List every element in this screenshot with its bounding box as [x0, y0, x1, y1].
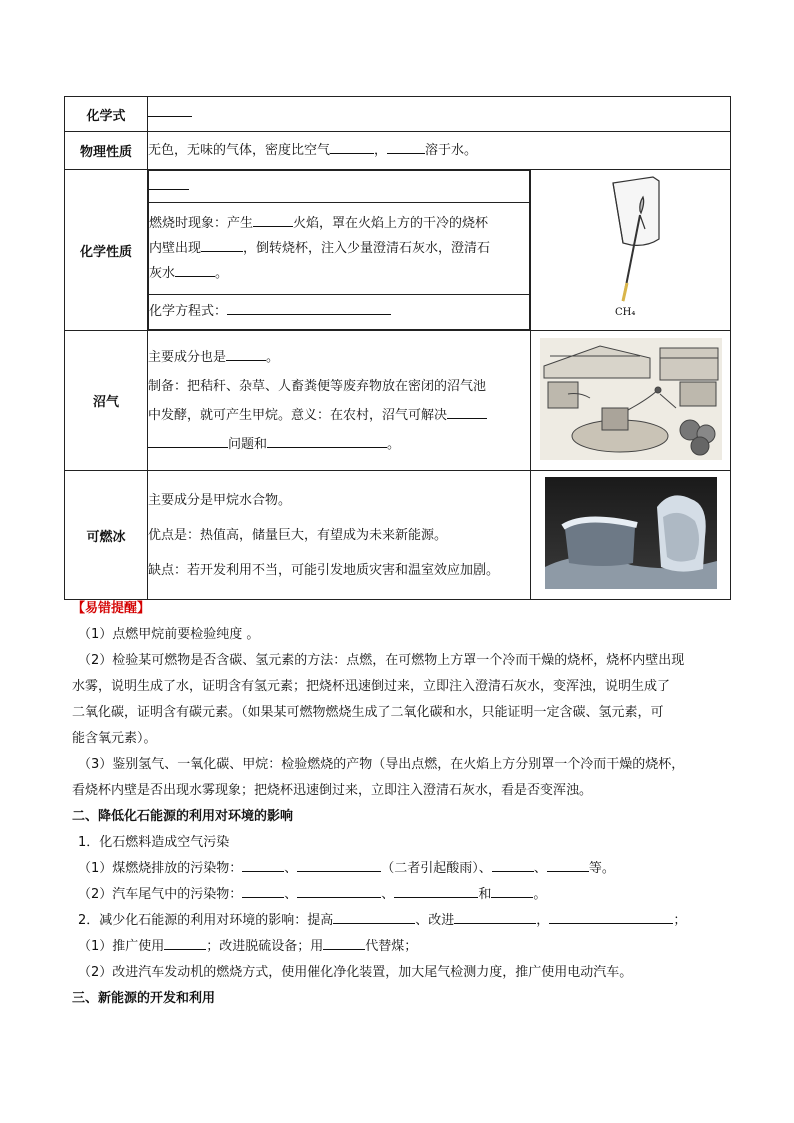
density-blank[interactable] [330, 139, 374, 154]
coal-pollutant-blank-3[interactable] [492, 857, 534, 872]
car-exhaust-line: （2）汽车尾气中的污染物： 、 、 和 。 [72, 882, 732, 908]
physical-cell: 无色，无味的气体，密度比空气 ， 溶于水。 [148, 132, 731, 170]
methane-burning-illustration [541, 173, 721, 323]
formula-cell [148, 97, 731, 132]
section-2-heading: 二、降低化石能源的利用对环境的影响 [72, 809, 294, 824]
physical-label: 物理性质 [65, 132, 148, 170]
biogas-cell: 主要成分也是 。 制备：把秸秆、杂草、人畜粪便等废弃物放在密闭的沼气池 中发酵，就可产生甲烷。意义：在农村，沼气可解决 问题和 。 [148, 331, 531, 471]
ch4-label: CH₄ [614, 307, 635, 318]
biogas-image-cell [531, 331, 731, 471]
coal-pollutants-line: （1）煤燃烧排放的污染物： 、 （二者引起酸雨）、 、 等。 [72, 856, 732, 882]
engine-improve-line: （2）改进汽车发动机的燃烧方式，使用催化净化装置，加大尾气检测力度，推广使用电动汽车。 [78, 965, 633, 980]
biogas-problem-blank-3[interactable] [267, 433, 387, 448]
formula-label: 化学式 [65, 97, 148, 132]
exhaust-blank-1[interactable] [242, 883, 284, 898]
note-2-line-3: 二氧化碳，证明含有碳元素。（如果某可燃物燃烧生成了二氧化碳和水，只能证明一定含碳、氢元素，可 [72, 705, 664, 720]
reduce-fossil-line: 2．减少化石能源的利用对环境的影响：提高 、改进 ， ； [72, 908, 732, 934]
limewater-blank[interactable] [175, 262, 215, 277]
notes-section [72, 596, 732, 1012]
beaker-wall-blank[interactable] [201, 237, 243, 252]
combustible-ice-cell: 主要成分是甲烷水合物。 优点是：热值高，储量巨大，有望成为未来新能源。 缺点：若开发利用不当，可能引发地质灾害和温室效应加剧。 [148, 471, 531, 600]
chemical-cell: 燃烧时现象：产生 火焰，罩在火焰上方的干冷的烧杯 内壁出现 ，倒转烧杯，注入少量澄清石灰水，澄清石 灰水 。 化学方程式： [148, 170, 531, 331]
note-2-line-4: 能含氧元素）。 [72, 731, 157, 746]
chemical-label: 化学性质 [65, 170, 148, 331]
exhaust-blank-4[interactable] [491, 883, 533, 898]
exhaust-blank-3[interactable] [394, 883, 478, 898]
flame-blank[interactable] [253, 212, 293, 227]
combustible-ice-label: 可燃冰 [65, 471, 148, 600]
section-2-item-1: 1．化石燃料造成空气污染 [78, 835, 230, 850]
promote-line: （1）推广使用 ；改进脱硫设备；用 代替煤； [72, 934, 732, 960]
note-1: （1）点燃甲烷前要检验纯度 。 [78, 627, 260, 642]
note-2-line-1: （2）检验某可燃物是否含碳、氢元素的方法：点燃，在可燃物上方罩一个冷而干燥的烧杯，烧杯内壁出现 [78, 653, 685, 668]
combustible-ice-image-cell [531, 471, 731, 600]
coal-pollutant-blank-1[interactable] [242, 857, 284, 872]
biogas-problem-blank-2[interactable] [148, 433, 228, 448]
biogas-digester-illustration [540, 338, 722, 460]
formula-blank[interactable] [148, 102, 192, 117]
coal-pollutant-blank-4[interactable] [547, 857, 589, 872]
reduce-blank-2[interactable] [454, 909, 536, 924]
section-3-heading: 三、新能源的开发和利用 [72, 991, 216, 1006]
exhaust-blank-2[interactable] [297, 883, 381, 898]
biogas-problem-blank-1[interactable] [447, 404, 487, 419]
biogas-component-blank[interactable] [226, 346, 266, 361]
coal-pollutant-blank-2[interactable] [297, 857, 381, 872]
note-2-line-2: 水雾，说明生成了水，证明含有氢元素；把烧杯迅速倒过来，立即注入澄清石灰水，变浑浊，说明生成了 [72, 679, 671, 694]
promote-blank-2[interactable] [323, 935, 365, 950]
chemical-property-blank[interactable] [149, 175, 189, 190]
solubility-blank[interactable] [387, 139, 425, 154]
methane-burning-image-cell [531, 170, 731, 331]
combustible-ice-photo [545, 477, 717, 589]
promote-blank-1[interactable] [164, 935, 206, 950]
methane-properties-table [64, 96, 731, 600]
reduce-blank-1[interactable] [333, 909, 415, 924]
note-3-line-1: （3）鉴别氢气、一氧化碳、甲烷：检验燃烧的产物（导出点燃，在火焰上方分别罩一个冷而干燥的烧杯， [78, 757, 685, 772]
equation-blank[interactable] [227, 300, 391, 315]
error-reminder-title: 【易错提醒】 [72, 601, 151, 616]
note-3-line-2: 看烧杯内壁是否出现水雾现象；把烧杯迅速倒过来，立即注入澄清石灰水，看是否变浑浊。 [72, 783, 593, 798]
reduce-blank-3[interactable] [549, 909, 673, 924]
biogas-label: 沼气 [65, 331, 148, 471]
